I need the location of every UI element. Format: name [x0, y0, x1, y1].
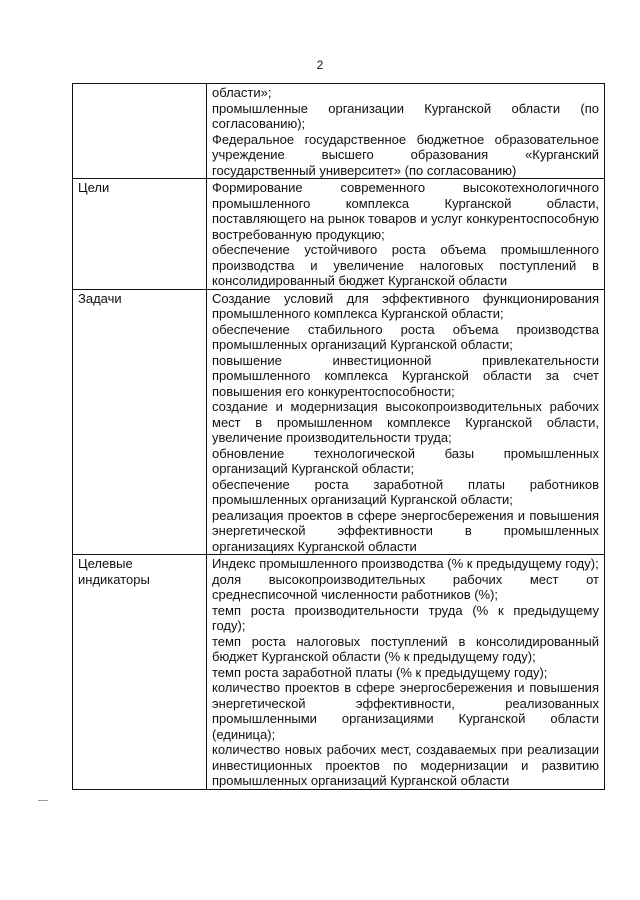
table-row-indicators	[73, 555, 605, 790]
row-label: Целевые индикаторы	[73, 555, 207, 790]
table-row-tasks	[73, 289, 605, 555]
content-line: Федеральное государственное бюджетное образовательное учреждение высшего образования «Курганский государственный университет» (по согласованию)	[212, 131, 599, 178]
row-label: Задачи	[73, 289, 207, 555]
content-line: темп роста заработной платы (% к предыдущему году);	[212, 664, 548, 680]
content-line: количество новых рабочих мест, создаваемых при реализации инвестиционных проектов по модернизации и развитию промышленных организаций Курганской области	[212, 742, 599, 788]
row-label: Цели	[73, 179, 207, 290]
content-line: реализация проектов в сфере энергосбережения и повышения энергетической эффективности в промышленных организациях Курганской области	[212, 507, 599, 554]
row-label	[73, 84, 207, 179]
content-line: обеспечение стабильного роста объема производства промышленных организаций Курганской области;	[212, 321, 599, 352]
content-line: повышение инвестиционной привлекательности промышленного комплекса Курганской области за счет повышения его конкурентоспособности;	[212, 352, 599, 399]
page-number: 2	[316, 58, 324, 72]
row-content	[207, 555, 605, 790]
content-line: создание и модернизация высокопроизводительных рабочих мест в промышленном комплексе Курганской области, увеличение производительности труда;	[212, 399, 599, 445]
content-line: темп роста производительности труда (% к предыдущему году);	[212, 602, 599, 633]
content-line: промышленные организации Курганской области (по согласованию);	[212, 100, 599, 131]
content-line: темп роста налоговых поступлений в консолидированный бюджет Курганской области (% к предыдущему году);	[212, 633, 599, 664]
program-passport-table	[72, 83, 605, 790]
scan-artifact	[38, 800, 48, 801]
row-content	[207, 179, 605, 290]
content-line: обеспечение устойчивого роста объема промышленного производства и увеличение налоговых поступлений в консолидированный бюджет Курганской области	[212, 242, 599, 288]
content-line: количество проектов в сфере энергосбережения и повышения энергетической эффективности, реализованных промышленными организациями Курганской области (единица);	[212, 680, 599, 742]
row-content	[207, 289, 605, 555]
content-line: Формирование современного высокотехнологичного промышленного комплекса Курганской области, поставляющего на рынок товаров и услуг конкурентоспособную востребованную продукцию;	[212, 180, 599, 242]
table-row-continuation	[73, 84, 605, 179]
row-content	[207, 84, 605, 179]
content-line: Индекс промышленного производства (% к предыдущему году);	[212, 556, 599, 571]
content-line: Создание условий для эффективного функционирования промышленного комплекса Курганской области;	[212, 290, 599, 321]
content-line: обеспечение роста заработной платы работников промышленных организаций Курганской области;	[212, 476, 599, 507]
table-row-goals	[73, 179, 605, 290]
content-line: обновление технологической базы промышленных организаций Курганской области;	[212, 445, 599, 476]
content-line: области»;	[212, 85, 272, 100]
content-line: доля высокопроизводительных рабочих мест от среднесписочной численности работников (%);	[212, 571, 599, 602]
